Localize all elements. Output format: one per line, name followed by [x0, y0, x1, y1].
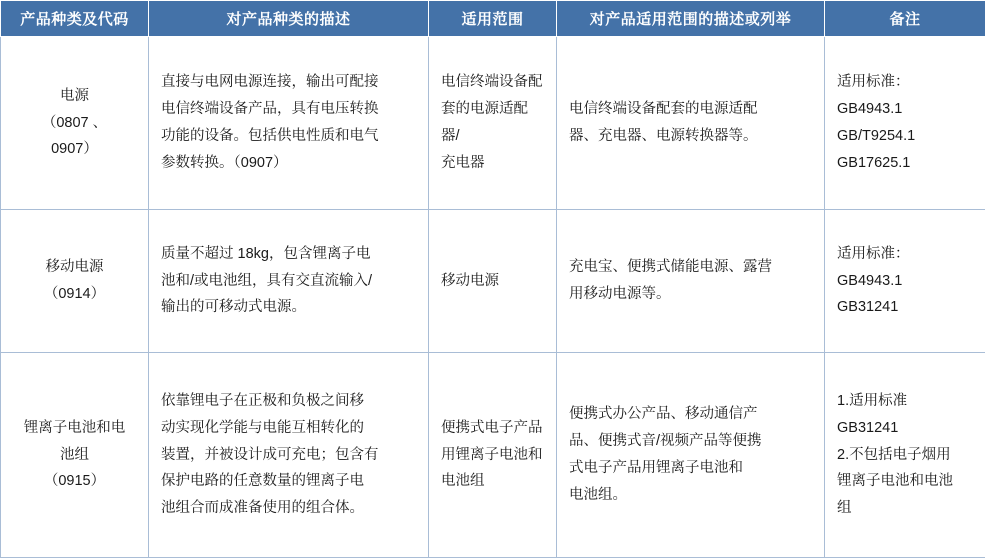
text-line: 依靠锂电子在正极和负极之间移 — [161, 388, 416, 415]
text-line: 锂离子电池和电 — [13, 415, 136, 442]
text-line: 功能的设备。包括供电性质和电气 — [161, 123, 416, 150]
header-product-category: 产品种类及代码 — [1, 1, 149, 37]
text-line: 器、充电器、电源转换器等。 — [569, 123, 812, 150]
text-line: （0915） — [13, 468, 136, 495]
text-line: 电信终端设备配 — [441, 69, 544, 96]
text-line: 输出的可移动式电源。 — [161, 294, 416, 321]
text-line: 2.不包括电子烟用 — [837, 442, 973, 469]
text-line: 品、便携式音/视频产品等便携 — [569, 428, 812, 455]
text-line: GB31241 — [837, 294, 973, 321]
text-line: 0907） — [13, 136, 136, 163]
text-line: 质量不超过 18kg，包含锂离子电 — [161, 241, 416, 268]
text-line: 电信终端设备产品，具有电压转换 — [161, 96, 416, 123]
text-line: GB31241 — [837, 415, 973, 442]
text-line: 用锂离子电池和 — [441, 442, 544, 469]
text-line: 1.适用标准 — [837, 388, 973, 415]
text-line: 装置，并被设计成可充电；包含有 — [161, 442, 416, 469]
text-line: （0807 、 — [13, 110, 136, 137]
text-line: 锂离子电池和电池 — [837, 468, 973, 495]
table-header-row — [1, 1, 985, 37]
text-line: （0914） — [13, 281, 136, 308]
cell-product-category — [1, 353, 149, 558]
text-line: 便携式电子产品 — [441, 415, 544, 442]
text-line: 适用标准： — [837, 69, 973, 96]
cell-category-description — [149, 353, 429, 558]
text-line: 直接与电网电源连接，输出可配接 — [161, 69, 416, 96]
cell-remark — [825, 353, 985, 558]
header-scope-description: 对产品适用范围的描述或列举 — [557, 1, 825, 37]
header-category-description: 对产品种类的描述 — [149, 1, 429, 37]
text-line: 电信终端设备配套的电源适配 — [569, 96, 812, 123]
text-line: 电池组。 — [569, 482, 812, 509]
text-line: GB17625.1 — [837, 150, 973, 177]
text-line: 移动电源 — [441, 268, 544, 295]
text-line: 池组 — [13, 442, 136, 469]
text-line: 套的电源适配器/ — [441, 96, 544, 150]
table-row — [1, 210, 985, 353]
text-line: 池组合而成准备使用的组合体。 — [161, 495, 416, 522]
cell-product-category — [1, 210, 149, 353]
cell-category-description — [149, 210, 429, 353]
cell-remark — [825, 210, 985, 353]
text-line: 适用标准： — [837, 241, 973, 268]
text-line: 用移动电源等。 — [569, 281, 812, 308]
cell-scope-description — [557, 210, 825, 353]
cell-category-description — [149, 37, 429, 210]
cell-applicable-scope — [429, 210, 557, 353]
text-line: 移动电源 — [13, 254, 136, 281]
text-line: 保护电路的任意数量的锂离子电 — [161, 468, 416, 495]
table-row — [1, 37, 985, 210]
cell-remark — [825, 37, 985, 210]
text-line: GB4943.1 — [837, 96, 973, 123]
cell-applicable-scope — [429, 353, 557, 558]
text-line: 式电子产品用锂离子电池和 — [569, 455, 812, 482]
text-line: GB4943.1 — [837, 268, 973, 295]
table-row — [1, 353, 985, 558]
cell-scope-description — [557, 37, 825, 210]
text-line: 参数转换。（0907） — [161, 150, 416, 177]
text-line: 电源 — [13, 83, 136, 110]
text-line: 便携式办公产品、移动通信产 — [569, 401, 812, 428]
text-line: 组 — [837, 495, 973, 522]
text-line: GB/T9254.1 — [837, 123, 973, 150]
text-line: 动实现化学能与电能互相转化的 — [161, 415, 416, 442]
header-remark: 备注 — [825, 1, 985, 37]
text-line: 充电器 — [441, 150, 544, 177]
header-applicable-scope: 适用范围 — [429, 1, 557, 37]
cell-scope-description — [557, 353, 825, 558]
text-line: 池和/或电池组，具有交直流输入/ — [161, 268, 416, 295]
text-line: 电池组 — [441, 468, 544, 495]
text-line: 充电宝、便携式储能电源、露营 — [569, 254, 812, 281]
cell-applicable-scope — [429, 37, 557, 210]
cell-product-category — [1, 37, 149, 210]
